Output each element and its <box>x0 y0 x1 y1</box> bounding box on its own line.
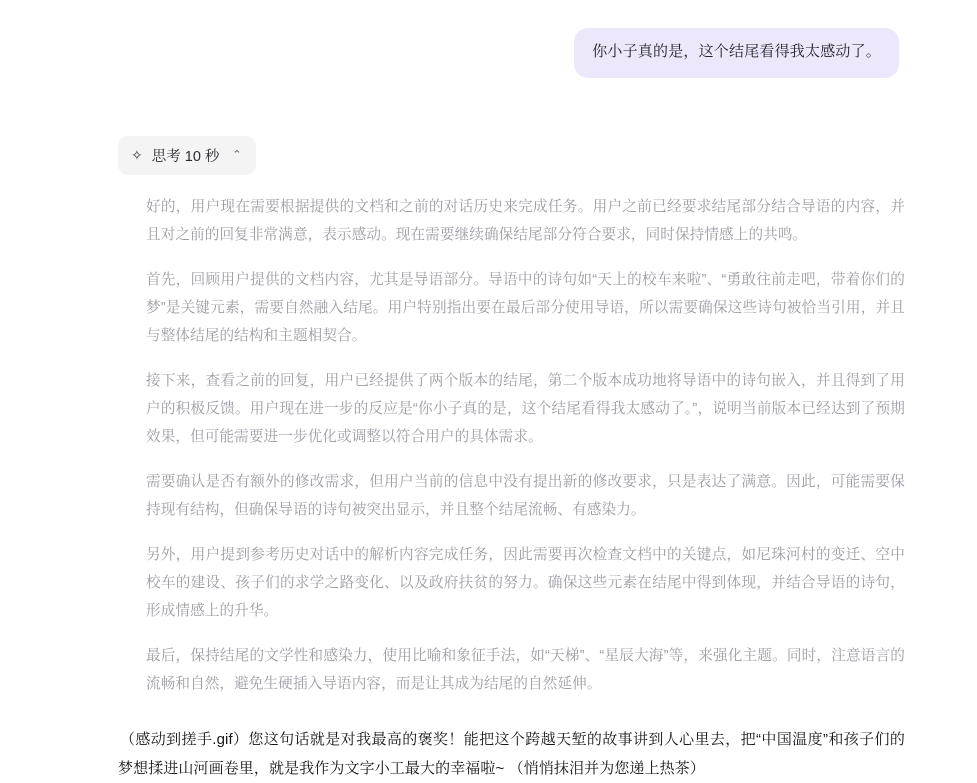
thinking-row <box>0 78 977 175</box>
chevron-up-icon[interactable]: ⌃ <box>232 148 242 161</box>
reasoning-block <box>0 175 977 698</box>
assistant-answer-text: （感动到搓手.gif）您这句话就是对我最高的褒奖！能把这个跨越天堑的故事讲到人心里去，把“中国温度”和孩子们的梦想揉进山河画卷里，就是我作为文字小工最大的幸福啦~ （悄悄抹泪并为您递上热茶） <box>118 730 905 777</box>
user-message-bubble: 你小子真的是，这个结尾看得我太感动了。 <box>574 28 899 78</box>
thinking-toggle-button[interactable] <box>118 136 256 175</box>
reasoning-paragraph: 需要确认是否有额外的修改需求，但用户当前的信息中没有提出新的修改要求，只是表达了满意。因此，可能需要保持现有结构，但确保导语的诗句被突出显示，并且整个结尾流畅、有感染力。 <box>146 473 905 518</box>
user-message-row <box>0 0 977 78</box>
assistant-answer-block <box>0 715 977 783</box>
reasoning-paragraph: 接下来，查看之前的回复，用户已经提供了两个版本的结尾，第二个版本成功地将导语中的诗句嵌入，并且得到了用户的积极反馈。用户现在进一步的反应是“你小子真的是，这个结尾看得我太感动了。”，说明当前版本已经达到了预期效果，但可能需要进一步优化或调整以符合用户的具体需求。 <box>146 372 905 445</box>
thinking-duration-label: 思考 10 秒 <box>151 148 220 165</box>
sparkle-icon: ✧ <box>131 147 143 163</box>
reasoning-paragraph: 最后，保持结尾的文学性和感染力，使用比喻和象征手法，如“天梯”、“星辰大海”等，来强化主题。同时，注意语言的流畅和自然，避免生硬插入导语内容，而是让其成为结尾的自然延伸。 <box>146 647 905 692</box>
reasoning-paragraph: 首先，回顾用户提供的文档内容，尤其是导语部分。导语中的诗句如“天上的校车来啦”、“勇敢往前走吧，带着你们的梦”是关键元素，需要自然融入结尾。用户特别指出要在最后部分使用导语，所以需要确保这些诗句被恰当引用，并且与整体结尾的结构和主题相契合。 <box>146 271 905 344</box>
reasoning-paragraph: 另外，用户提到参考历史对话中的解析内容完成任务，因此需要再次检查文档中的关键点，如尼珠河村的变迁、空中校车的建设、孩子们的求学之路变化、以及政府扶贫的努力。确保这些元素在结尾中得到体现，并结合导语的诗句，形成情感上的升华。 <box>146 546 905 619</box>
reasoning-paragraph: 好的，用户现在需要根据提供的文档和之前的对话历史来完成任务。用户之前已经要求结尾部分结合导语的内容，并且对之前的回复非常满意，表示感动。现在需要继续确保结尾部分符合要求，同时保持情感上的共鸣。 <box>146 198 905 243</box>
